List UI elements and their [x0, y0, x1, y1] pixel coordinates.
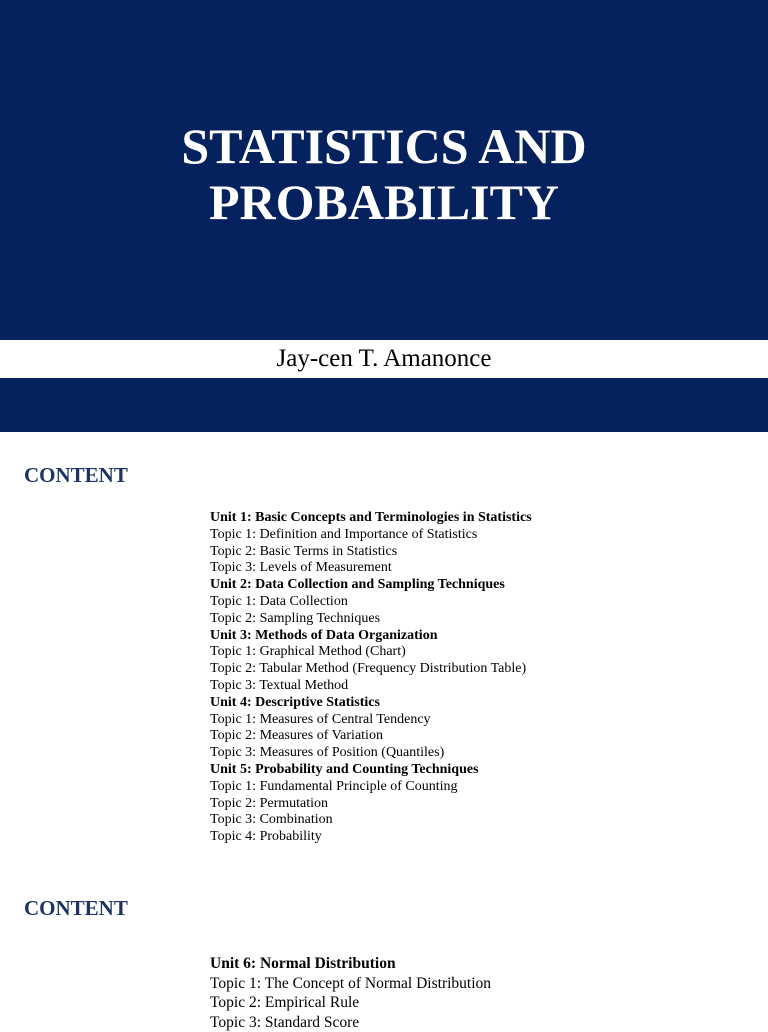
topic-item: Topic 3: Combination: [210, 812, 532, 829]
topic-item: Topic 2: Tabular Method (Frequency Distribution Table): [210, 661, 532, 678]
topic-item: Topic 1: The Concept of Normal Distribution: [210, 974, 491, 994]
topic-item: Topic 3: Standard Score: [210, 1013, 491, 1032]
topic-item: Topic 4: Probability: [210, 829, 532, 846]
title-slide: [0, 0, 768, 432]
presentation-title: [0, 118, 768, 230]
topic-item: Topic 3: Levels of Measurement: [210, 560, 532, 577]
topic-item: Topic 2: Permutation: [210, 796, 532, 813]
topic-item: Topic 2: Measures of Variation: [210, 728, 532, 745]
unit-heading: Unit 5: Probability and Counting Techniques: [210, 762, 532, 779]
topic-item: Topic 1: Definition and Importance of Statistics: [210, 527, 532, 544]
content-slide-1: [0, 432, 768, 865]
topic-item: Topic 2: Empirical Rule: [210, 993, 491, 1013]
unit-heading: Unit 6: Normal Distribution: [210, 954, 491, 974]
title-line-1: STATISTICS AND: [0, 118, 768, 174]
topic-item: Topic 1: Graphical Method (Chart): [210, 644, 532, 661]
topic-item: Topic 2: Sampling Techniques: [210, 611, 532, 628]
unit-heading: Unit 3: Methods of Data Organization: [210, 628, 532, 645]
content-heading: CONTENT: [24, 895, 128, 921]
author-name: Jay-cen T. Amanonce: [0, 343, 768, 375]
title-line-2: PROBABILITY: [0, 174, 768, 230]
topic-item: Topic 3: Measures of Position (Quantiles): [210, 745, 532, 762]
topic-item: Topic 2: Basic Terms in Statistics: [210, 544, 532, 561]
content-heading: CONTENT: [24, 462, 128, 488]
content-slide-2: [0, 865, 768, 1024]
table-of-contents: [210, 510, 532, 846]
topic-item: Topic 1: Data Collection: [210, 594, 532, 611]
title-band-bottom: [0, 378, 768, 432]
topic-item: Topic 1: Measures of Central Tendency: [210, 712, 532, 729]
unit-heading: Unit 1: Basic Concepts and Terminologies in Statistics: [210, 510, 532, 527]
table-of-contents: [210, 954, 491, 1032]
unit-heading: Unit 2: Data Collection and Sampling Techniques: [210, 577, 532, 594]
topic-item: Topic 3: Textual Method: [210, 678, 532, 695]
topic-item: Topic 1: Fundamental Principle of Counting: [210, 779, 532, 796]
unit-heading: Unit 4: Descriptive Statistics: [210, 695, 532, 712]
